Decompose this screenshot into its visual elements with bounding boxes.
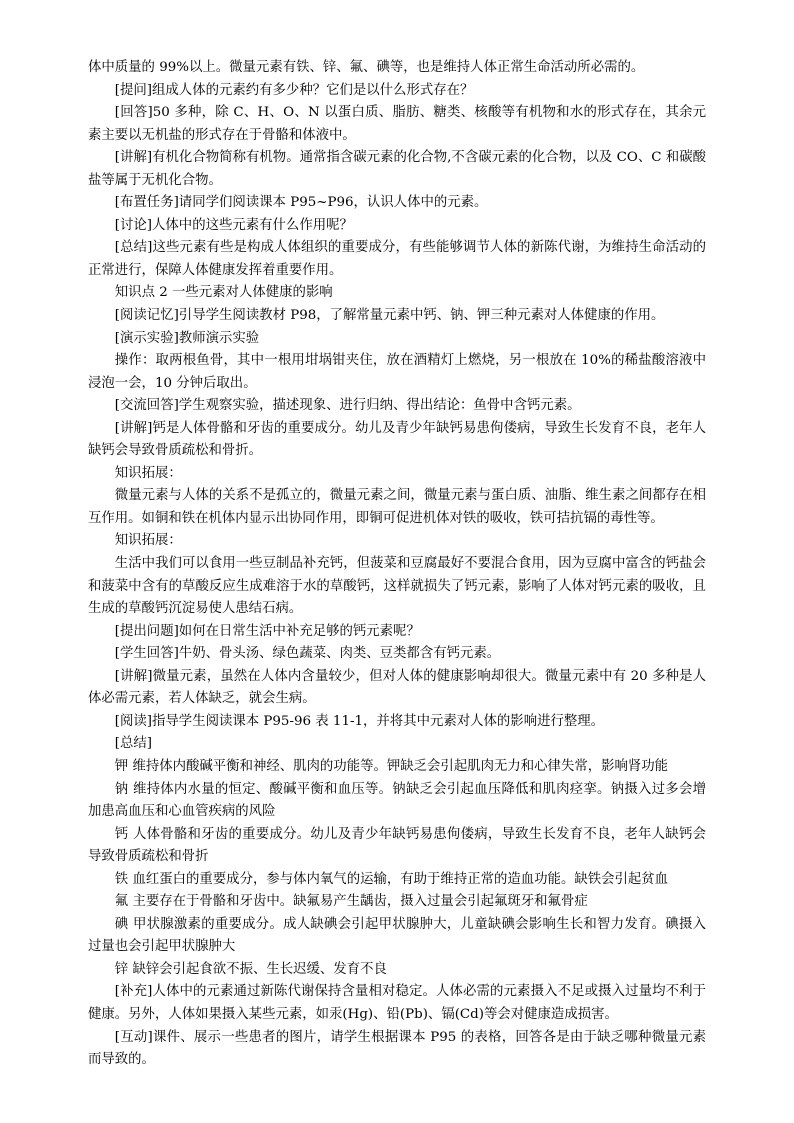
task-paragraph: [布置任务]请同学们阅读课本 P95~P96，认识人体中的元素。 (114, 195, 488, 211)
element-potassium: 钾 维持体内酸碱平衡和神经、肌肉的功能等。钾缺乏会引起肌肉无力和心律失常，影响肾功能 (114, 758, 669, 774)
interaction-paragraph: [互动]课件、展示一些患者的图片，请学生根据课本 P95 的表格，回答各是由于缺乏哪种微量元素而导致的。 (88, 1029, 706, 1068)
summary-heading: [总结] (114, 736, 153, 752)
document-page (88, 57, 706, 1072)
explanation-paragraph: [讲解]钙是人体骨骼和牙齿的重要成分。幼儿及青少年缺钙易患佝偻病，导致生长发育不良，老年人缺钙会导致骨质疏松和骨折。 (88, 420, 706, 459)
reading-paragraph: [阅读]指导学生阅读课本 P95-96 表 11-1，并将其中元素对人体的影响进行整理。 (114, 713, 605, 729)
extension-paragraph: 生活中我们可以食用一些豆制品补充钙，但菠菜和豆腐最好不要混合食用，因为豆腐中富含的钙盐会和菠菜中含有的草酸反应生成难溶于水的草酸钙，这样就损失了钙元素，影响了人体对钙元素的吸收，且生成的草酸钙沉淀易使人患结石病。 (88, 556, 706, 617)
question-paragraph: [提出问题]如何在日常生活中补充足够的钙元素呢？ (114, 623, 420, 639)
exchange-paragraph: [交流回答]学生观察实验，描述现象、进行归纳、得出结论：鱼骨中含钙元素。 (114, 398, 581, 414)
summary-paragraph: [总结]这些元素有些是构成人体组织的重要成分，有些能够调节人体的新陈代谢，为维持生命活动的正常进行，保障人体健康发挥着重要作用。 (88, 240, 706, 278)
extension-heading: 知识拓展： (114, 465, 182, 481)
student-answer-paragraph: [学生回答]牛奶、骨头汤、绿色蔬菜、肉类、豆类都含有钙元素。 (114, 646, 501, 662)
demo-paragraph: [演示实验]教师演示实验 (114, 330, 260, 346)
element-calcium: 钙 人体骨骼和牙齿的重要成分。幼儿及青少年缺钙易患佝偻病，导致生长发育不良，老年人缺钙会导致骨质疏松和骨折 (88, 826, 706, 865)
discussion-paragraph: [讨论]人体中的这些元素有什么作用呢？ (114, 217, 353, 233)
explanation-paragraph: [讲解]有机化合物简称有机物。通常指含碳元素的化合物,不含碳元素的化合物，以及 CO、C 和碳酸盐等属于无机化合物。 (88, 150, 706, 188)
procedure-paragraph: 操作：取两根鱼骨，其中一根用坩埚钳夹住，放在酒精灯上燃烧，另一根放在 10%的稀盐酸溶液中浸泡一会，10 分钟后取出。 (88, 353, 706, 391)
supplement-paragraph: [补充]人体中的元素通过新陈代谢保持含量相对稳定。人体必需的元素摄入不足或摄入过量均不利于健康。另外，人体如果摄入某些元素，如汞(Hg)、铅(Pb)、镉(Cd)等会对健康造成损害。 (88, 984, 706, 1022)
extension-heading: 知识拓展： (114, 533, 182, 549)
answer-paragraph: [回答]50 多种，除 C、H、O、N 以蛋白质、脂肪、糖类、核酸等有机物和水的形式存在，其余元素主要以无机盐的形式存在于骨骼和体液中。 (88, 105, 706, 143)
element-iron: 铁 血红蛋白的重要成分，参与体内氧气的运输，有助于维持正常的造血功能。缺铁会引起贫血 (114, 871, 669, 887)
element-zinc: 锌 缺锌会引起食欲不振、生长迟缓、发育不良 (114, 961, 387, 977)
element-fluorine: 氟 主要存在于骨骼和牙齿中。缺氟易产生龋齿，摄入过量会引起氟斑牙和氟骨症 (114, 894, 588, 910)
extension-paragraph: 微量元素与人体的关系不是孤立的，微量元素之间，微量元素与蛋白质、油脂、维生素之间都存在相互作用。如铜和铁在机体内显示出协同作用，即铜可促进机体对铁的吸收，铁可拮抗镉的毒性等。 (88, 488, 706, 526)
paragraph: 体中质量的 99%以上。微量元素有铁、锌、氟、碘等，也是维持人体正常生命活动所必需的。 (88, 60, 645, 75)
reading-paragraph: [阅读记忆]引导学生阅读教材 P98，了解常量元素中钙、钠、钾三种元素对人体健康的作用。 (114, 308, 665, 324)
element-sodium: 钠 维持体内水量的恒定、酸碱平衡和血压等。钠缺乏会引起血压降低和肌肉痉挛。钠摄入过多会增加患高血压和心血管疾病的风险 (88, 781, 706, 820)
explanation-paragraph: [讲解]微量元素，虽然在人体内含量较少，但对人体的健康影响却很大。微量元素中有 20 多种是人体必需元素，若人体缺乏，就会生病。 (88, 668, 706, 707)
question-paragraph: [提问]组成人体的元素约有多少种？它们是以什么形式存在？ (114, 82, 474, 98)
element-iodine: 碘 甲状腺激素的重要成分。成人缺碘会引起甲状腺肿大，儿童缺碘会影响生长和智力发育。碘摄入过量也会引起甲状腺肿大 (88, 916, 706, 955)
section-heading: 知识点 2 一些元素对人体健康的影响 (114, 285, 333, 301)
